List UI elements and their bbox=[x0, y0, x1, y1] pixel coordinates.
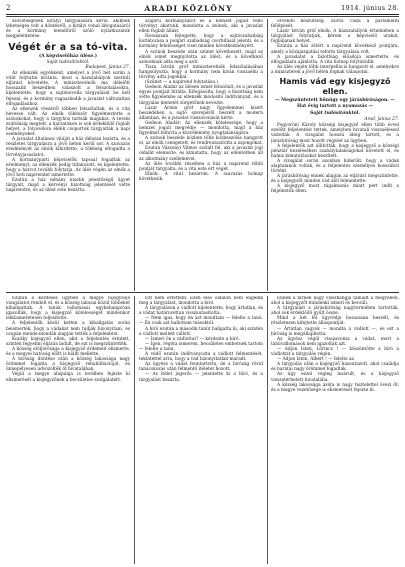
column-divider bbox=[267, 19, 268, 291]
paragraph: Az ülés további részében a ház a napirend többi pontját tárgyalta, és a vita este ért véget. bbox=[139, 161, 263, 172]
bottom-column-1 bbox=[6, 296, 130, 564]
column-divider bbox=[267, 296, 268, 564]
paragraph: A szónok beszéde után szünet következett, majd az elnök ismét megnyitotta az ülést, és a következő szónoknak adta meg a szót. bbox=[139, 49, 263, 65]
bottom-column-2 bbox=[139, 296, 263, 564]
paragraph: Lázár Ármin gróf nagy figyelemmel kísért beszédében a sajtó szerepéről beszélt a modern államban, és a javaslat visszavonását kérte. bbox=[139, 105, 263, 121]
paragraph: — Nem igaz, hogy én azt mondtam — felelte a tanú. — Én csak azt hallottam másoktól. bbox=[139, 316, 263, 327]
article-body bbox=[139, 296, 263, 383]
paragraph: A feljelentők azt állították, hogy a kisjegyző a községi pénztár kezelésében szabálytalanságokat követett el, és hamis kimutatásokat készített. bbox=[271, 143, 399, 159]
paragraph: — Adjon Isten, Lőrincz ! — köszöntötte a bíró a vádlottat a tárgyalás végén. bbox=[271, 346, 399, 358]
paragraph: A bíró ezután a második tanút hallgatta ki, aki szintén a vádlott mellett vallott. bbox=[139, 326, 263, 337]
paragraph: Az ülés végén több interpelláció hangzott el, amelyekre a miniszterek a jövő héten fognak válaszolni. bbox=[271, 64, 399, 75]
paragraph: Ezután a ház áttért a napirend következő pontjára, amely a közigazgatási reform tárgyalása volt. bbox=[271, 44, 399, 55]
article-dateline: Budapest, június 27. bbox=[85, 64, 130, 70]
paragraph: A tárgyaláson a vádlott kijelentette, hogy ártatlan, és a vádat határozottan visszautasította. bbox=[139, 306, 263, 317]
paragraph: Az ügyész a vádat fenntartotta, de a bíróság rövid tanácskozás után felmentő ítéletet hozott. bbox=[139, 362, 263, 373]
paragraph: Gedeon Aladár az ülésen ismét felszólalt, és a javaslat egyes pontjait bírálta. Kifogásolta, hogy a bizottság nem vette figyelembe az ellenzék módosító indítványait, és a tárgyalás menetét sürgetőnek nevezte. bbox=[139, 85, 263, 106]
paragraph: Ezt nem értettem. Ezen első oldalon nem engedik meg a tárgyalást, mondotta a bíró. bbox=[139, 296, 263, 307]
paragraph: Hosszasan fejtegette, hogy a sajtószabadság korlátozása a polgári szabadság csorbítását jelenti, és a kormány felelősséget visel minden következményért. bbox=[139, 34, 263, 50]
masthead-rule bbox=[6, 14, 399, 15]
article-byline: Saját tudósítónktól. bbox=[46, 59, 90, 65]
paragraph: Tisza István gróf miniszterelnök felszólalásában hangsúlyozta, hogy a kormány nem kíván visszaélni a törvény adta jogokkal. bbox=[139, 64, 263, 81]
paragraph: — Ismeri ön a vádlottat? — kérdezte a bíró. bbox=[145, 336, 240, 342]
paragraph: A kormánypárti képviselők tapssal fogadták az eredményt, az ellenzék pedig tiltakozott, és kijelentette, hogy a harcot tovább folytatja. Az ülés végén az elnök a jövő heti napirendet ismertette. bbox=[6, 157, 130, 178]
paragraph: — Igen, régóta ismerem, becsületes embernek tartom — felelte a tanú. bbox=[139, 341, 263, 352]
paragraph: Elnök: A vitát bezárom. A szavazás holnap következik. bbox=[139, 171, 263, 182]
paragraph: Mind a két fél ügyvédje hosszasan beszélt, és részletesen kifejtette álláspontját. bbox=[271, 316, 399, 327]
paragraph: szigorú kormányzatot és a nemzet jogait védő törvényt akarunk, mondotta a szónok, aki a javaslat ellen foglalt állást. bbox=[139, 19, 263, 35]
paragraph: A vizsgálat során azonban kiderült, hogy a vádak alaptalanok voltak, és a feljelentés személyes bosszúból történt. bbox=[271, 158, 399, 175]
paragraph: Ennek a hírnek nagy visszhangja támadt a megyében, ahol a kisjegyzőt mindenki ismeri és becsüli. bbox=[271, 296, 399, 307]
paragraph: A tárgyalás után a kisjegyző hazautazott, ahol családja és barátai nagy örömmel fogadták. bbox=[271, 362, 399, 373]
paragraph: — Az ítélet jogerős — jelentette ki a bíró, és a tárgyalást bezárta. bbox=[139, 372, 263, 383]
top-column-3 bbox=[271, 19, 399, 289]
page-number: 2 bbox=[6, 4, 11, 12]
article-dateline-2: Arad, június 27. bbox=[364, 117, 399, 123]
paragraph: Az ellenzék egyébként, amelyet a jövő hét során a vitát folytatni kívánta, most a házszabályok szerinti eljárást követelte. A miniszterelnök ma délelőtt hosszabb beszédben válaszolt a felszólalásokra, kijelentette, hogy a sajtónovella tárgyalását be kell fejezni, és a kormány ragaszkodik a javaslat változatlan elfogadásához. bbox=[6, 71, 130, 107]
paragraph: A község lakossága azóta is nagy tisztelettel övezi őt, és a megye vezetősége is elismerését fejezte ki. bbox=[271, 382, 399, 393]
article-headline-2: Hamis vád egy kisjegyző ellen. bbox=[279, 77, 391, 97]
masthead bbox=[6, 2, 399, 14]
paragraph: Az ellenzék részéről többen felszólaltak, és a vita hevessé vált. Az elnök többször figyelmeztette a szónokokat, hogy a tárgyhoz tartsák magukat. A terem zsúfolásig megtelt, a karzatokon is sok érdeklődő foglalt helyet, a folyosókon élénk csoportok tárgyalták a napi eseményeket. bbox=[6, 106, 130, 138]
paragraph: Az ügyész végül visszavonta a vádat, mert a tanúvallomások nem igazolták azt. bbox=[271, 336, 399, 347]
article-body bbox=[271, 19, 399, 75]
paragraph: Pogyoróni Károly községi kisjegyző ellen több évvel ezelőtt feljelentést tettek, amelyben hivatali visszaéléssel vádolták. A vizsgálat hosszú ideig tartott, és a járásbíróság most hozott végzést az ügyben. bbox=[271, 123, 399, 144]
paragraph: A javaslat általános vitáját a ház délután lezárta, és a részletes tárgyalásra a jövő héten kerül sor. A szavazás eredményét az elnök kihirdette, a többség elfogadta a törvényjavaslatot. bbox=[6, 137, 130, 158]
paragraph: A község elöljárósága a kisjegyző érdemeit elismerte, és a megyei hatóság előtt is kiállt mellette. bbox=[6, 346, 130, 358]
paragraph: (Szünet — a napirend folytatása.) bbox=[145, 80, 218, 86]
article-body bbox=[6, 296, 130, 383]
paragraph: A tárgyalást a járásbíróság nagytermében tartották, ahol sok érdeklődő gyűlt össze. bbox=[271, 306, 399, 317]
paragraph: A bíróság döntése után a község lakossága nagy örömmel fogadta a kisjegyző rehabilitációját, és ünnepélyesen üdvözölték őt hivatalában. bbox=[6, 357, 130, 373]
paragraph: A védő ezután indítványozta a vádlott felmentését, tekintettel arra, hogy a vád bizonyítatlan maradt. bbox=[139, 352, 263, 363]
paragraph: Ezután a kérdéses ügyben a megye főjegyzője vizsgálatot rendelt el, és a község lakosai közül többeket kihallgattak. A tanúk vallomásai egybehangzóan igazolták, hogy a kisjegyző kötelességét mindenkor lelkiismeretesen teljesítette. bbox=[6, 296, 130, 322]
bottom-column-3 bbox=[271, 296, 399, 564]
paragraph: A járásbíróság ennek alapján az eljárást megszüntette, és a kisjegyzőt minden vád alól felmentette. bbox=[271, 174, 399, 185]
section-divider bbox=[6, 292, 399, 293]
top-column-1 bbox=[6, 19, 130, 289]
paragraph: — Adjon Isten, Albert ! — felelte az. bbox=[277, 357, 356, 363]
issue-date: 1914. június 28. bbox=[341, 4, 399, 12]
masthead-rule-thin bbox=[6, 16, 399, 17]
article-body bbox=[139, 19, 263, 182]
paragraph: A szónok beszéde közben több közbeszólás hangzott el, az elnök csengetett, és rendreutasította a zajongókat. bbox=[139, 136, 263, 147]
article-headline: Végét ér a sa tó-vita. bbox=[8, 42, 128, 54]
column-divider bbox=[134, 19, 135, 291]
paragraph: örvendő készültség, szívta Tisza a parlamenti fellépését. bbox=[271, 19, 399, 30]
column-divider bbox=[134, 296, 135, 564]
paragraph: Végül a megye alispánja is levélben fejezte ki elismerését a kisjegyzőnek a becsületes szolgálatért. bbox=[6, 372, 130, 383]
article-body bbox=[271, 296, 399, 393]
paragraph: Ezután Vázsonyi Vilmos szólalt fel, aki a javaslat jogi oldalát elemezte, és kimutatta, hogy az ellentétben áll az alkotmány szellemével. bbox=[139, 146, 263, 162]
paragraph: Ezután a ház néhány kisebb jelentőségű ügyet tárgyalt, majd a kérvényi bizottság jelentését vette napirendre, és az ülést este bezárta. bbox=[6, 178, 130, 194]
paragraph: Gedeon Aladár: Az ellenzék kötelessége, hogy a nemzet jogait megvédje — mondotta, majd a ház figyelmét felhívta a közvélemény nyugtalanságára. bbox=[139, 120, 263, 137]
paragraph: Kozáky kisjegyző ellen, akit a feljelentés érintett, szintén fegyelmi eljárás indult, de ezt is megszüntették. bbox=[6, 336, 130, 347]
paragraph: A kisjegyző most rágalmazás miatt pert indít a feljelentők ellen. bbox=[271, 184, 399, 195]
article-body bbox=[6, 71, 130, 193]
intro-paragraph: szövetségesek királyi tárgyalására kerül, akiknek lehetséges volt a döntésről, a királyi vonal látogatásáról és a kormány teendőiről szóló nyilatkozatok megjelentetése. bbox=[6, 19, 130, 40]
paragraph: A feljelentők közül ketten a kihallgatás során beismerték, hogy a vádakat nem tudják bizonyítani, és csupán mende-mondák alapján tették a feljelentést. bbox=[6, 321, 130, 337]
article-subhead: (A képviselőház ülése.) bbox=[39, 54, 97, 60]
top-column-2 bbox=[139, 19, 263, 289]
paragraph: Az ügy ezzel végleg lezárult, és a kisjegyző visszatérhetett hivatalába. bbox=[271, 372, 399, 383]
paragraph: Lázár István gróf elnök: A házszabályok értelmében a tárgyalást folytatjuk, kérem a képviselő urakat, foglaljanak helyet. bbox=[271, 29, 399, 45]
article-subhead-2: — Megszüntetett bűnügy egy járásbíróságon. — Hat évig tartott a nyomozás — bbox=[275, 98, 395, 109]
article-body-2 bbox=[271, 123, 399, 194]
paragraph: — Ártatlan vagyok — mondta a vádlott —, és ezt a bíróság is megállapította. bbox=[271, 326, 399, 337]
paper-name: ARADI KÖZLÖNY bbox=[144, 3, 233, 13]
paragraph: A javaslatot a bizottság előadója ismertette, és elfogadásra ajánlotta. A vita holnap folytatódik. bbox=[271, 54, 399, 65]
article-byline-2: Saját tudósítónktól. bbox=[310, 111, 360, 117]
